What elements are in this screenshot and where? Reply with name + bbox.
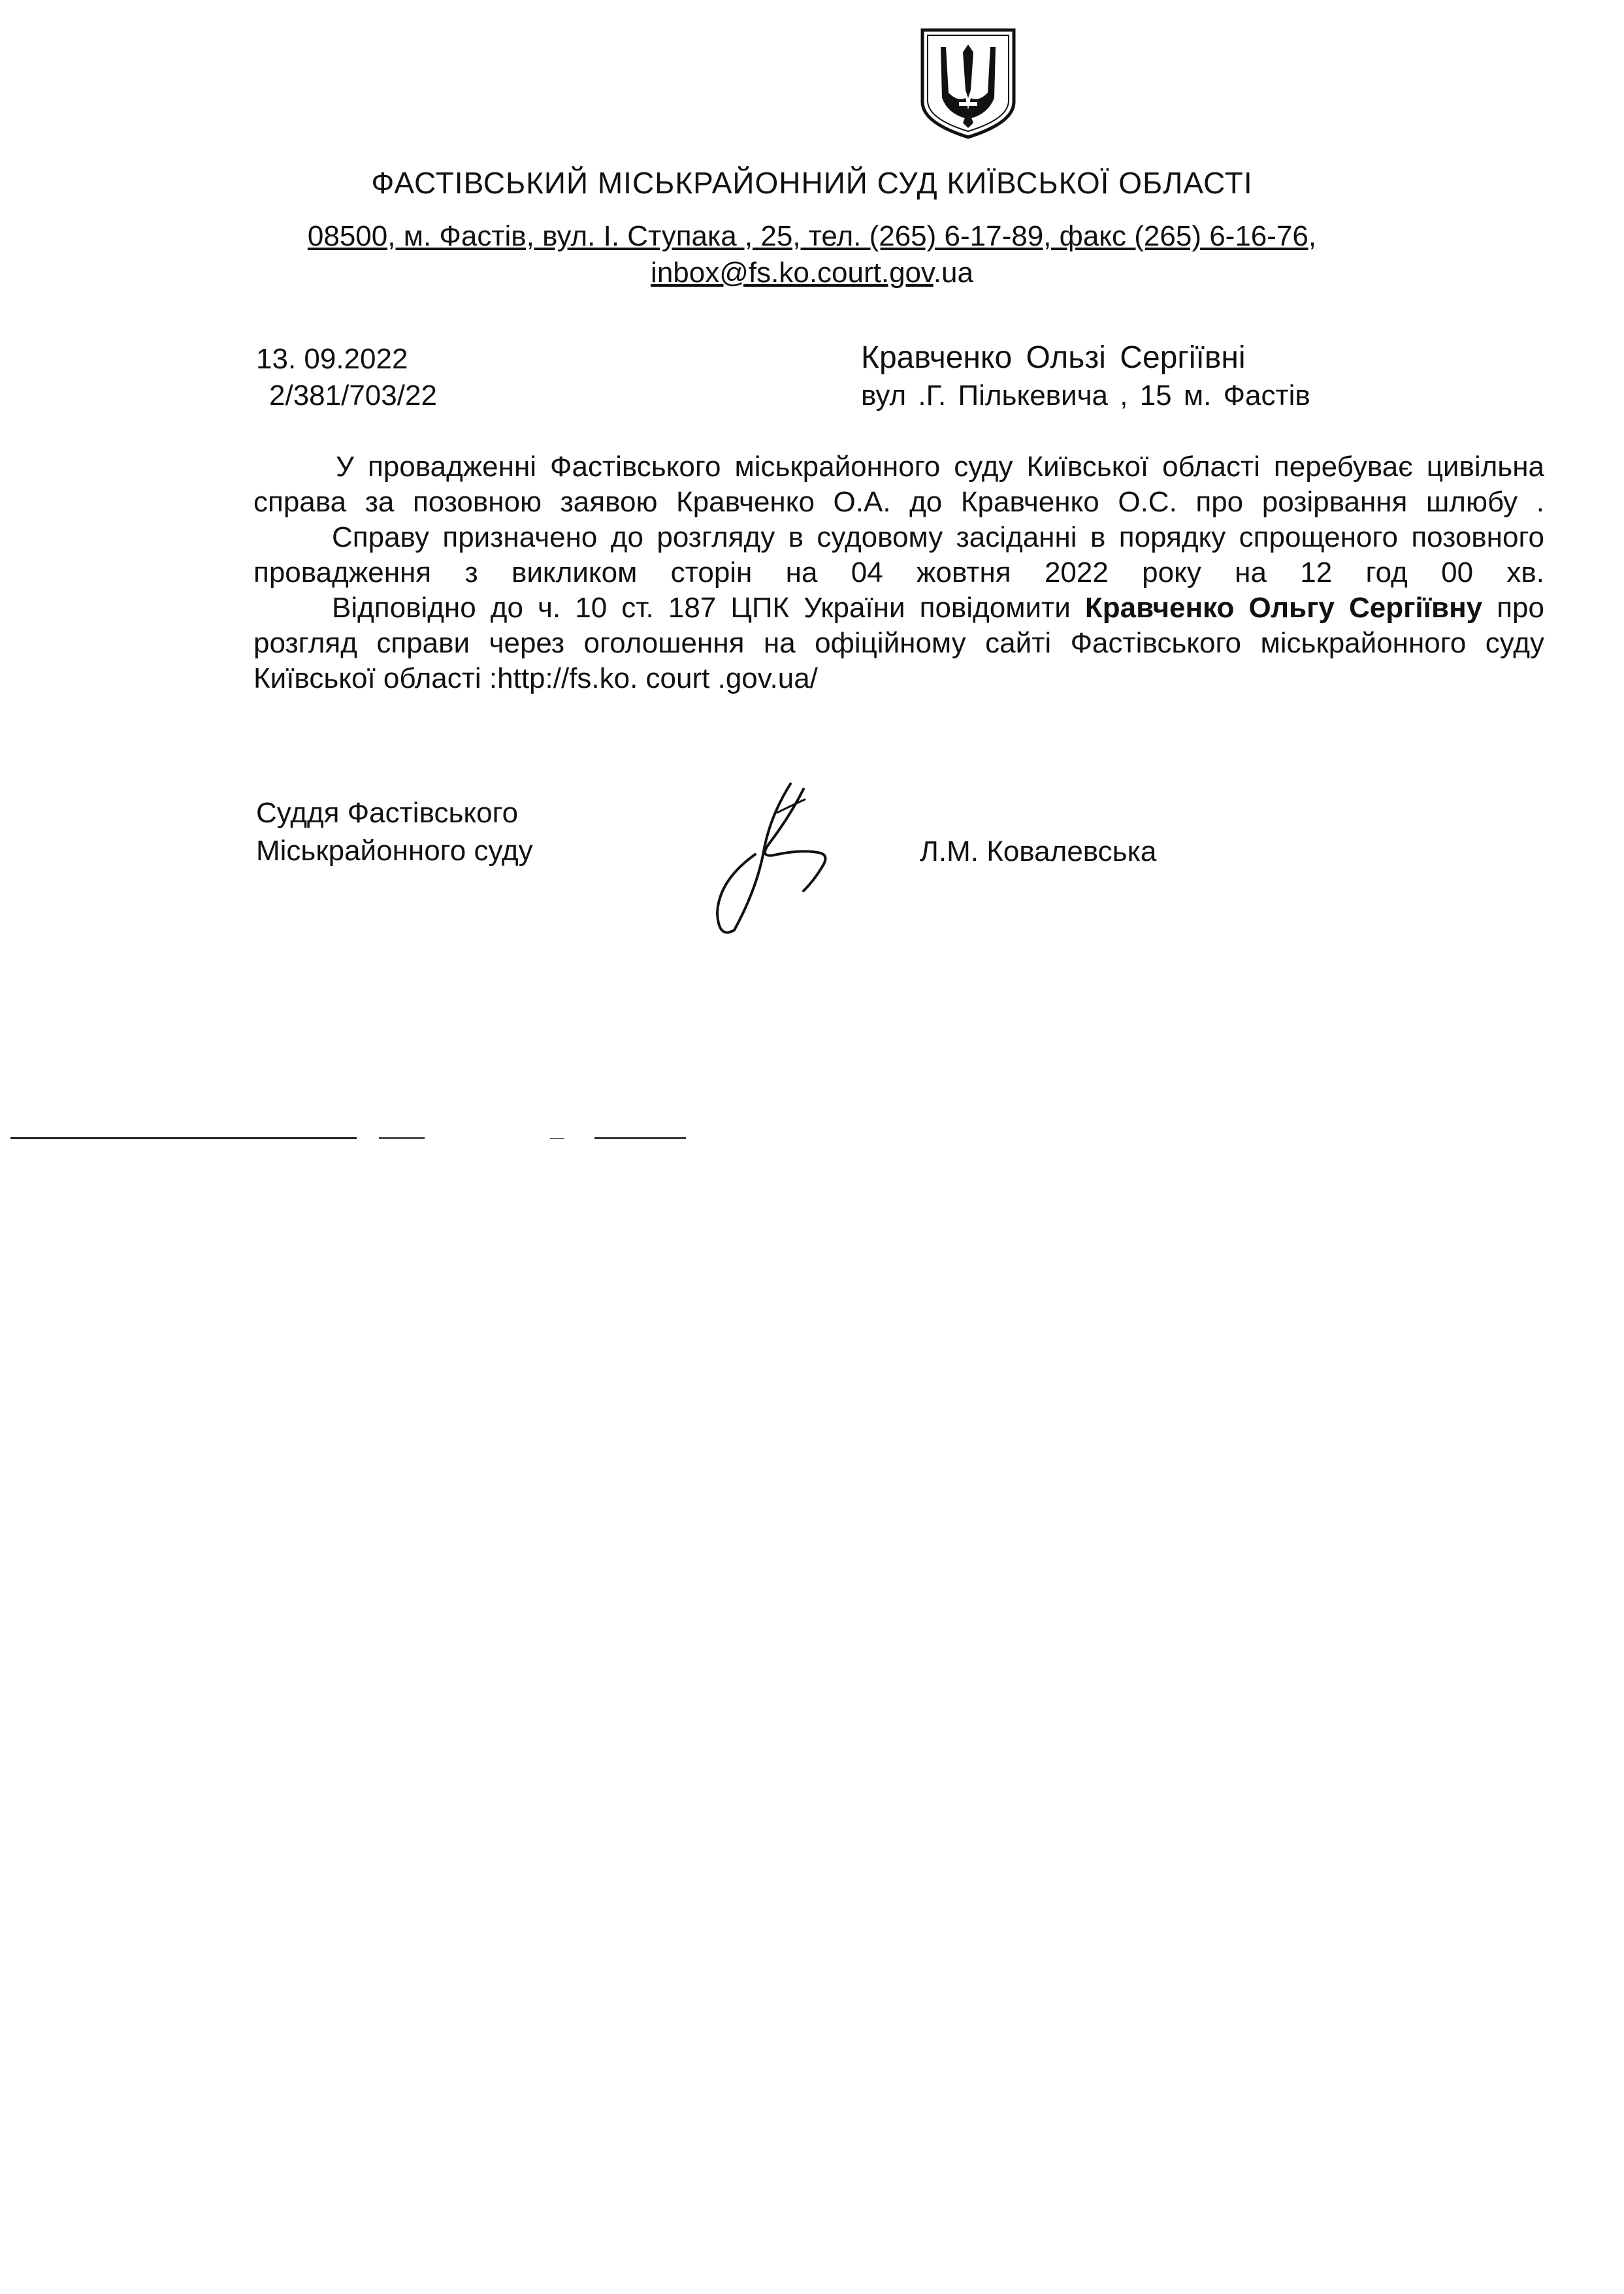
court-email-address: inbox@fs.ko.court.gov bbox=[651, 257, 934, 289]
paragraph-notice bbox=[253, 590, 1544, 696]
paragraph-hearing: Справу призначено до розгляду в судовому засіданні в порядку спрощеного позовного провадження з викликом сторін на 04 жовтня 2022 року на 12 год 00 хв. bbox=[253, 521, 1544, 589]
notified-person: Кравченко Ольгу Сергіївну bbox=[1084, 592, 1483, 624]
scan-artifact-line bbox=[0, 1137, 706, 1140]
court-address: 08500, м. Фастів, вул. І. Ступака , 25, тел. (265) 6-17-89, факс (265) 6-16-76, bbox=[307, 220, 1317, 252]
document-number: 2/381/703/22 bbox=[269, 380, 437, 412]
trident-coat-of-arms-icon bbox=[916, 25, 1020, 142]
paragraph-case: У провадженні Фастівського міськрайонного суду Київської області перебуває цивільна справа за позовною заявою Кравченко О.А. до Кравченко О.С. про розірвання шлюбу . bbox=[253, 451, 1544, 518]
judge-title bbox=[256, 794, 533, 870]
document-date: 13. 09.2022 bbox=[256, 343, 408, 375]
recipient-address: вул .Г. Пількевича , 15 м. Фастів bbox=[861, 380, 1310, 412]
handwritten-signature-icon bbox=[692, 776, 836, 939]
notice-text-end: про розгляд справи через оголошення на офіційному сайті Фастівського міськрайонного суду Київської області :http://fs.ko. court .gov.ua/ bbox=[253, 592, 1544, 694]
court-email-suffix: .ua bbox=[933, 257, 973, 289]
judge-title-line-2: Міськрайонного суду bbox=[256, 835, 533, 867]
court-email bbox=[0, 255, 1624, 291]
judge-name: Л.М. Ковалевська bbox=[920, 835, 1157, 867]
judge-title-line-1: Суддя Фастівського bbox=[256, 797, 519, 829]
court-name: ФАСТІВСЬКИЙ МІСЬКРАЙОННИЙ СУД КИЇВСЬКОЇ ОБЛАСТІ bbox=[371, 166, 1253, 200]
recipient-name: Кравченко Ользі Сергіївні bbox=[861, 340, 1246, 375]
letter-body bbox=[253, 449, 1544, 696]
notice-text-start: Відповідно до ч. 10 ст. 187 ЦПК України повідомити bbox=[332, 592, 1085, 624]
